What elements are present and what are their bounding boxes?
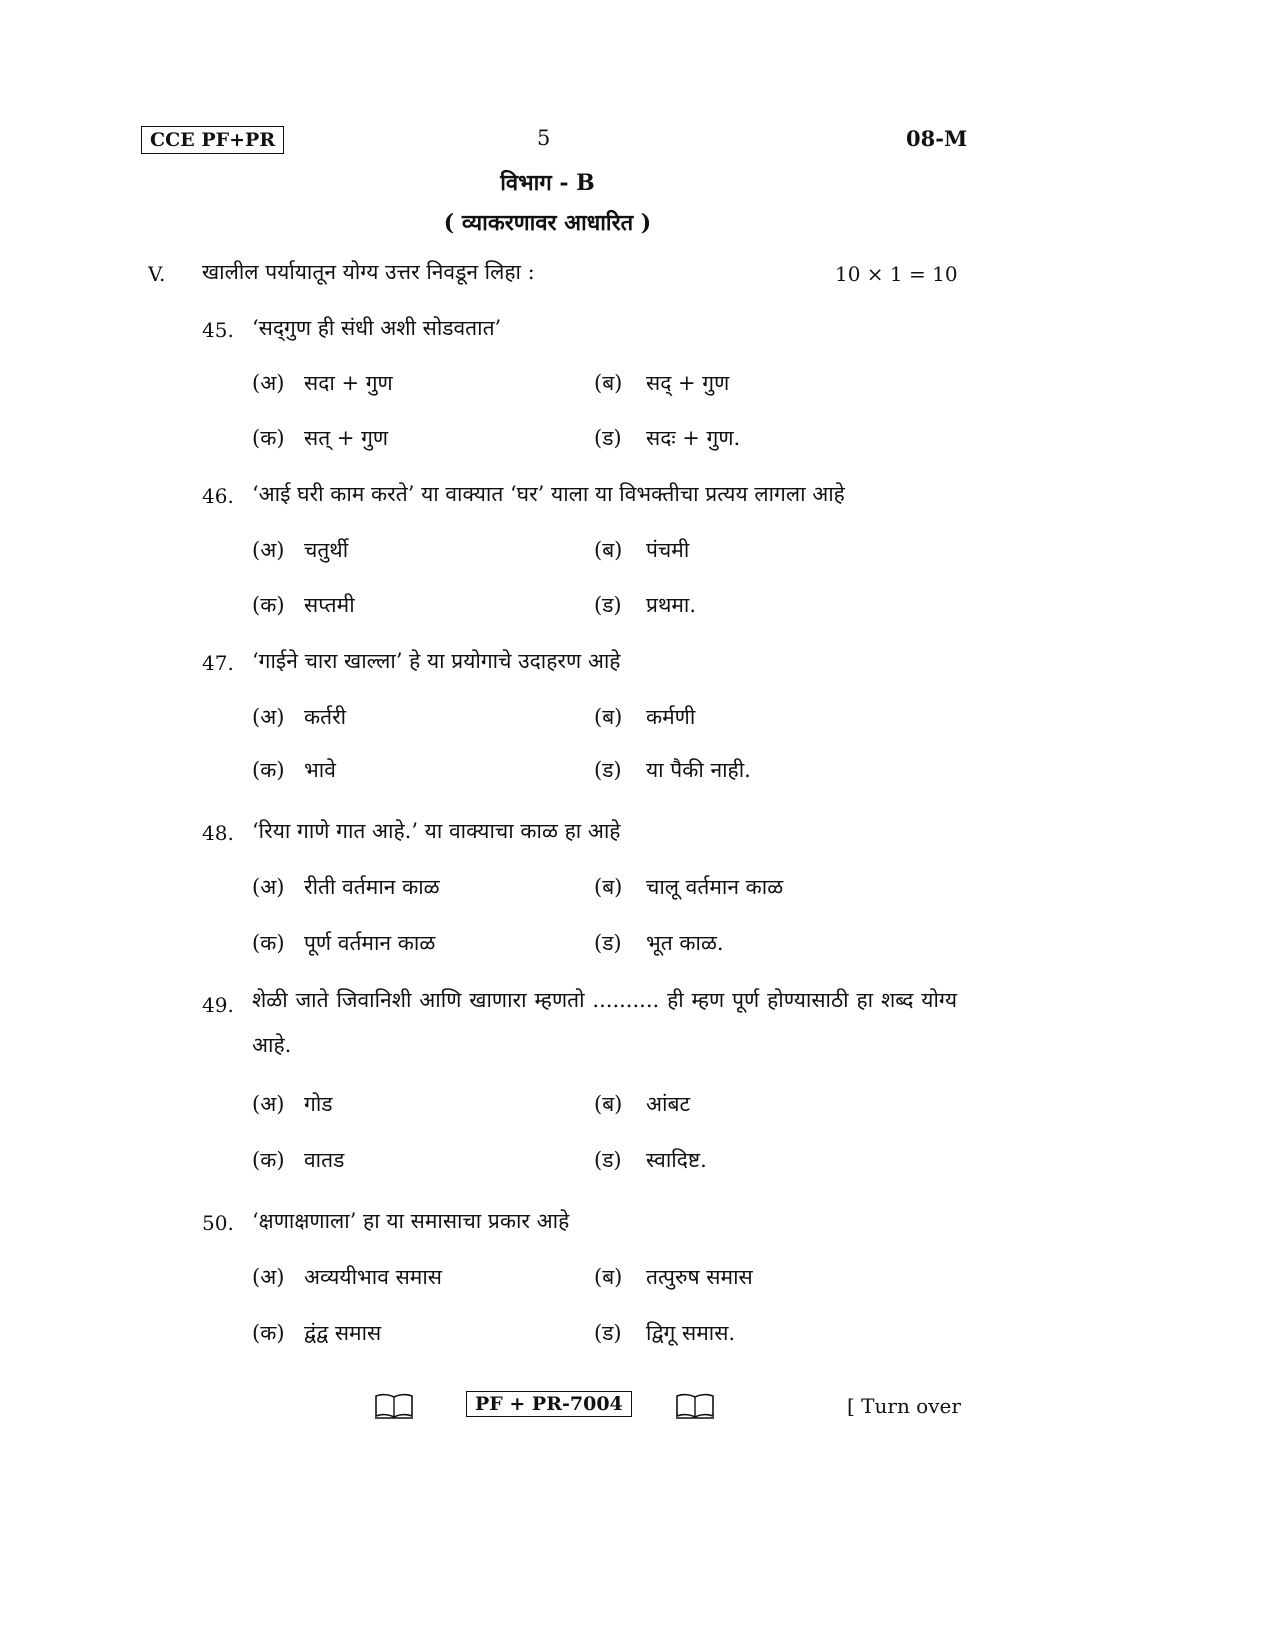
footer-paper-code: PF + PR-7004 <box>466 1391 632 1417</box>
option-label: (ड) <box>594 1321 622 1345</box>
option-label: (ड) <box>594 426 622 450</box>
option-text: तत्पुरुष समास <box>646 1265 753 1289</box>
option-a <box>252 369 393 397</box>
question-number: 47. <box>202 651 234 675</box>
question-group-number: V. <box>148 262 166 286</box>
question-text: ‘रिया गाणे गात आहे.’ या वाक्याचा काळ हा आहे <box>252 819 621 843</box>
option-text: चतुर्थी <box>304 538 349 562</box>
option-a <box>252 536 348 564</box>
question-text: ‘क्षणाक्षणाला’ हा या समासाचा प्रकार आहे <box>252 1209 570 1233</box>
question-number: 45. <box>202 318 234 342</box>
option-text: कर्मणी <box>646 705 696 729</box>
option-text: या पैकी नाही. <box>646 758 751 782</box>
question-text: ‘आई घरी काम करते’ या वाक्यात ‘घर’ याला या विभक्तीचा प्रत्यय लागला आहे <box>252 482 845 506</box>
option-b <box>594 1263 753 1291</box>
option-d <box>594 929 724 957</box>
option-text: सदा + गुण <box>304 371 393 395</box>
section-title: विभाग - B <box>500 170 595 196</box>
option-text: सद् + गुण <box>646 371 730 395</box>
option-label: (क) <box>252 1148 285 1172</box>
option-label: (क) <box>252 1321 285 1345</box>
section-subtitle: ( व्याकरणावर आधारित ) <box>443 210 652 236</box>
option-text: सदः + गुण. <box>646 426 741 450</box>
option-text: चालू वर्तमान काळ <box>646 875 784 899</box>
option-label: (ब) <box>594 1092 623 1116</box>
option-text: सत् + गुण <box>304 426 389 450</box>
option-label: (अ) <box>252 875 285 899</box>
option-d <box>594 756 751 784</box>
open-book-icon <box>374 1392 414 1420</box>
option-c <box>252 591 355 619</box>
page-number: 5 <box>537 126 551 150</box>
turn-over-label: [ Turn over <box>847 1394 961 1418</box>
option-label: (ब) <box>594 875 623 899</box>
option-text: प्रथमा. <box>646 593 697 617</box>
question-text: शेळी जाते जिवानिशी आणि खाणारा म्हणतो .......... ही म्हण पूर्ण होण्यासाठी हा शब्द योग्य आहे. <box>252 988 957 1057</box>
option-d <box>594 1146 707 1174</box>
option-d <box>594 591 696 619</box>
option-label: (ब) <box>594 371 623 395</box>
question-text: ‘गाईने चारा खाल्ला’ हे या प्रयोगाचे उदाहरण आहे <box>252 649 621 673</box>
option-b <box>594 703 695 731</box>
question-number: 48. <box>202 821 234 845</box>
option-b <box>594 536 689 564</box>
option-label: (अ) <box>252 705 285 729</box>
option-c <box>252 1319 381 1347</box>
option-text: आंबट <box>646 1092 691 1116</box>
option-text: भावे <box>304 758 336 782</box>
option-label: (ड) <box>594 1148 622 1172</box>
option-b <box>594 873 783 901</box>
option-text: कर्तरी <box>304 705 347 729</box>
option-text: द्विगू समास. <box>646 1321 736 1345</box>
option-c <box>252 1146 344 1174</box>
option-label: (अ) <box>252 371 285 395</box>
option-text: भूत काळ. <box>646 931 724 955</box>
option-label: (अ) <box>252 1092 285 1116</box>
option-label: (ड) <box>594 931 622 955</box>
option-text: अव्ययीभाव समास <box>304 1265 442 1289</box>
option-c <box>252 756 336 784</box>
question-text: ‘सद्‌गुण ही संधी अशी सोडवतात’ <box>252 316 502 340</box>
instruction-text: खालील पर्यायातून योग्य उत्तर निवडून लिहा : <box>202 260 535 284</box>
option-a <box>252 703 346 731</box>
marks-allocation: 10 × 1 = 10 <box>835 262 958 286</box>
question-number: 49. <box>202 993 234 1017</box>
option-label: (ब) <box>594 1265 623 1289</box>
option-label: (ब) <box>594 705 623 729</box>
header-box-label: CCE PF+PR <box>141 126 284 154</box>
question-number: 46. <box>202 484 234 508</box>
option-text: गोड <box>304 1092 333 1116</box>
option-label: (अ) <box>252 538 285 562</box>
option-text: वातड <box>304 1148 345 1172</box>
option-label: (ब) <box>594 538 623 562</box>
option-label: (क) <box>252 758 285 782</box>
paper-code: 08-M <box>906 126 968 151</box>
option-a <box>252 873 440 901</box>
option-d <box>594 424 740 452</box>
option-label: (ड) <box>594 593 622 617</box>
option-d <box>594 1319 735 1347</box>
option-text: रीती वर्तमान काळ <box>304 875 440 899</box>
option-label: (क) <box>252 426 285 450</box>
option-label: (ड) <box>594 758 622 782</box>
question-number: 50. <box>202 1211 234 1235</box>
option-text: द्वंद्व समास <box>304 1321 382 1345</box>
option-label: (अ) <box>252 1265 285 1289</box>
option-c <box>252 929 435 957</box>
option-a <box>252 1263 442 1291</box>
option-label: (क) <box>252 593 285 617</box>
option-c <box>252 424 388 452</box>
option-a <box>252 1090 333 1118</box>
option-text: स्वादिष्ट. <box>646 1148 707 1172</box>
option-text: सप्तमी <box>304 593 355 617</box>
option-b <box>594 1090 690 1118</box>
option-label: (क) <box>252 931 285 955</box>
open-book-icon <box>675 1392 715 1420</box>
option-b <box>594 369 729 397</box>
option-text: पूर्ण वर्तमान काळ <box>304 931 436 955</box>
option-text: पंचमी <box>646 538 690 562</box>
